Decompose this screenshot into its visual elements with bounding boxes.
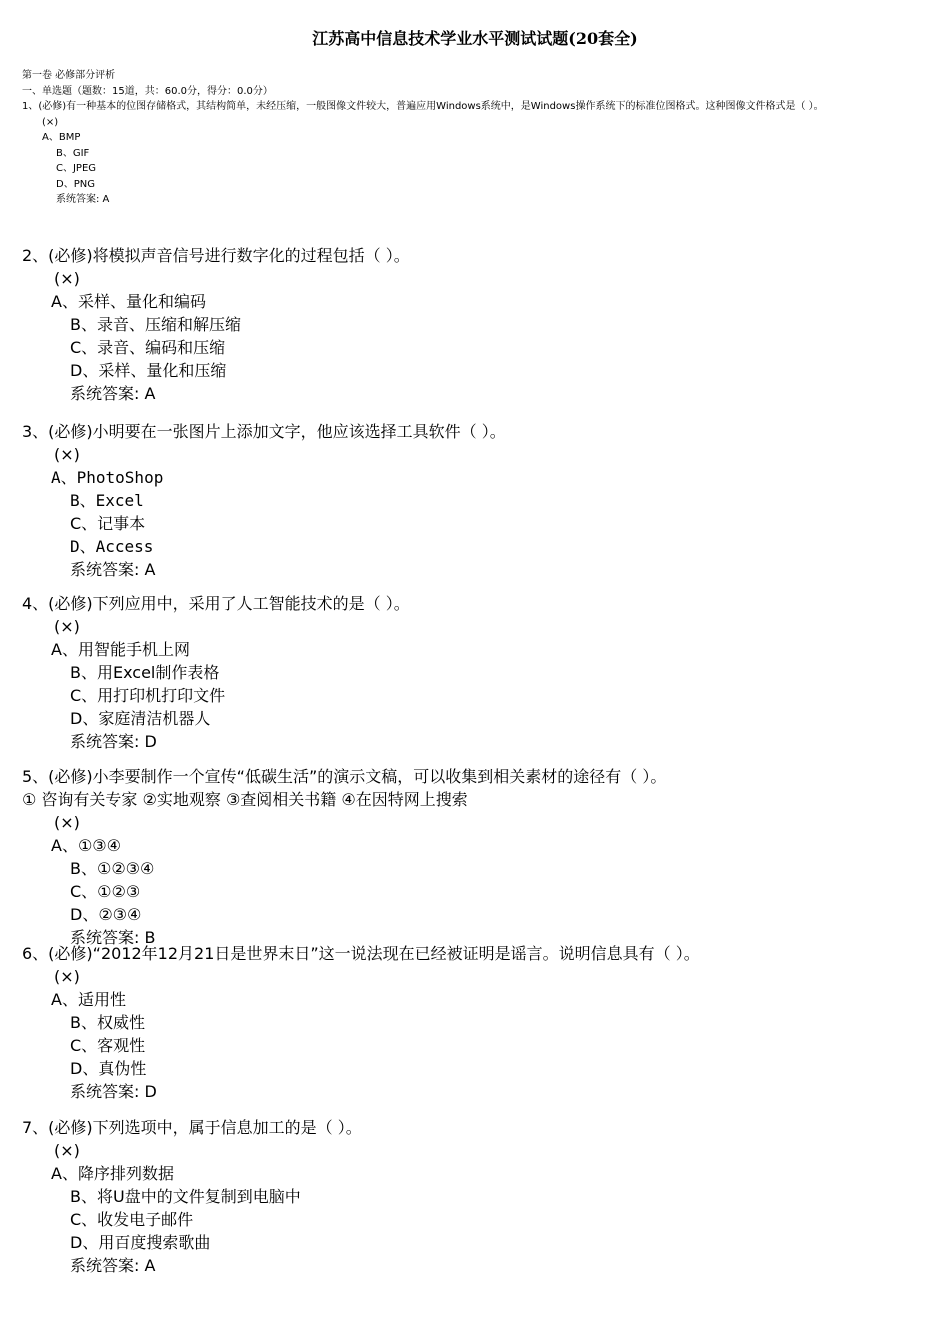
question-choices-list: ① 咨询有关专家 ②实地观察 ③查阅相关书籍 ④在因特网上搜索 (22, 790, 468, 809)
question-2 (22, 244, 932, 405)
question-stem: 6、(必修)“2012年12月21日是世界末日”这一说法现在已经被证明是谣言。说明信息具有（ ）。 (22, 944, 700, 963)
option-d: D、采样、量化和压缩 (70, 361, 227, 380)
option-a: A、PhotoShop (51, 468, 164, 487)
question-7 (22, 1116, 932, 1277)
option-b: B、将U盘中的文件复制到电脑中 (70, 1187, 301, 1206)
option-d: D、PNG (56, 178, 95, 190)
question-stem: 1、(必修)有一种基本的位图存储格式，其结构简单，未经压缩，一般图像文件较大，普遍应用Windows系统中，是Windows操作系统下的标准位图格式。这种图像文件格式是（ ）。 (22, 101, 824, 112)
option-a: A、降序排列数据 (51, 1164, 174, 1183)
option-b: B、录音、压缩和解压缩 (70, 315, 241, 334)
question-3 (22, 420, 932, 581)
question-stem: 4、(必修)下列应用中，采用了人工智能技术的是（ ）。 (22, 594, 410, 613)
system-answer: 系统答案: A (70, 384, 156, 403)
question-mark: (×) (54, 813, 80, 832)
question-6 (22, 942, 932, 1103)
system-answer: 系统答案: D (70, 732, 157, 751)
question-stem: 5、(必修)小李要制作一个宣传“低碳生活”的演示文稿，可以收集到相关素材的途径有（ ）。 (22, 767, 667, 786)
option-c: C、用打印机打印文件 (70, 686, 226, 705)
option-b: B、GIF (56, 147, 90, 159)
option-c: C、客观性 (70, 1036, 146, 1055)
question-4 (22, 592, 932, 753)
question-stem: 2、(必修)将模拟声音信号进行数字化的过程包括（ ）。 (22, 246, 410, 265)
option-c: C、收发电子邮件 (70, 1210, 194, 1229)
question-mark: (×) (42, 116, 59, 128)
option-a: A、BMP (42, 132, 81, 143)
question-mark: (×) (54, 617, 80, 636)
option-d: D、②③④ (70, 905, 142, 924)
section-part: 一、单选题（题数：15道，共：60.0分，得分：0.0分） (22, 85, 273, 97)
option-d: D、用百度搜索歌曲 (70, 1233, 211, 1252)
question-stem: 7、(必修)下列选项中，属于信息加工的是（ ）。 (22, 1118, 362, 1137)
question-mark: (×) (54, 967, 80, 986)
system-answer: 系统答案: A (70, 1256, 156, 1275)
option-a: A、适用性 (51, 990, 126, 1009)
option-b: B、Excel (70, 491, 144, 510)
system-answer: 系统答案: A (56, 194, 110, 205)
option-b: B、用Excel制作表格 (70, 663, 220, 682)
question-stem: 3、(必修)小明要在一张图片上添加文字，他应该选择工具软件（ ）。 (22, 422, 506, 441)
option-a: A、用智能手机上网 (51, 640, 190, 659)
option-d: D、家庭清洁机器人 (70, 709, 211, 728)
option-c: C、录音、编码和压缩 (70, 338, 226, 357)
option-c: C、①②③ (70, 882, 141, 901)
question-mark: (×) (54, 1141, 80, 1160)
option-b: B、权威性 (70, 1013, 145, 1032)
question-mark: (×) (54, 445, 80, 464)
option-c: C、JPEG (56, 163, 97, 174)
option-d: D、Access (70, 537, 154, 556)
option-b: B、①②③④ (70, 859, 155, 878)
option-d: D、真伪性 (70, 1059, 147, 1078)
question-mark: (×) (54, 269, 80, 288)
question-5 (22, 765, 932, 949)
system-answer: 系统答案: D (70, 1082, 157, 1101)
option-a: A、采样、量化和编码 (51, 292, 206, 311)
option-a: A、①③④ (51, 836, 121, 855)
question-1 (22, 68, 932, 208)
system-answer: 系统答案: B (70, 928, 156, 947)
system-answer: 系统答案: A (70, 560, 156, 579)
option-c: C、记事本 (70, 514, 146, 533)
page-title: 江苏高中信息技术学业水平测试试题(20套全) (312, 29, 638, 48)
section-volume: 第一卷 必修部分评析 (22, 70, 116, 81)
